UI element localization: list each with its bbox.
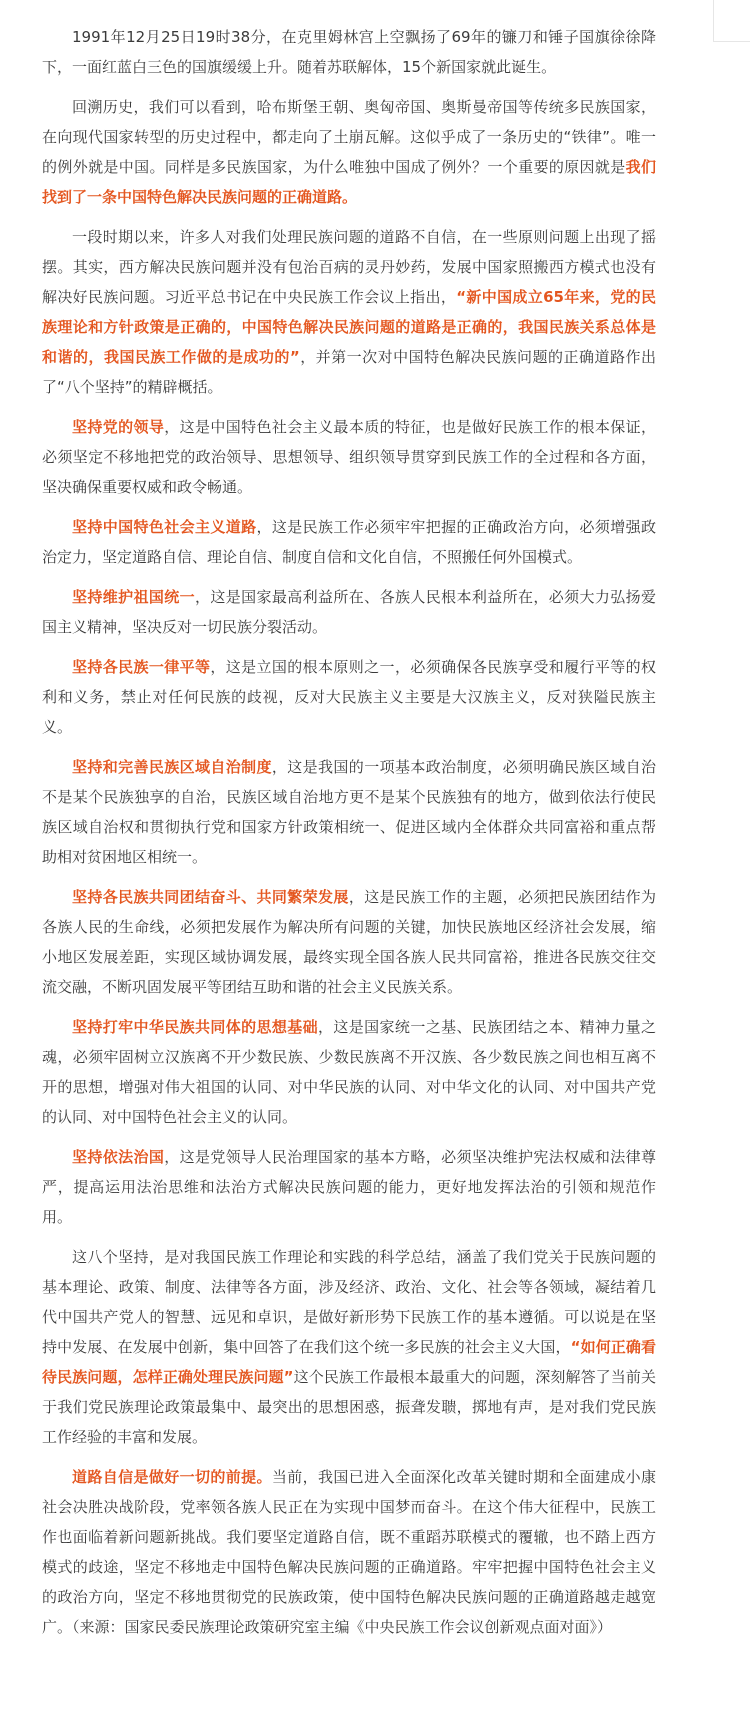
highlight-text: 坚持打牢中华民族共同体的思想基础	[72, 1018, 319, 1036]
paragraph	[42, 752, 656, 872]
paragraph	[42, 22, 656, 82]
body-text: ，这是我国的一项基本政治制度，必须明确民族区域自治不是某个民族独享的自治，民族区域自治地方更不是某个民族独有的地方，做到依法行使民族区域自治权和贯彻执行党和国家方针政策相统一、促进区域内全体群众共同富裕和重点帮助相对贫困地区相统一。	[42, 758, 656, 866]
paragraph	[42, 582, 656, 642]
highlight-text: “如何正确看待民族问题，怎样正确处理民族问题”	[42, 1338, 656, 1386]
paragraph	[42, 412, 656, 502]
article-body	[42, 22, 656, 1652]
highlight-text: 坚持中国特色社会主义道路	[72, 518, 257, 536]
body-text: 1991年12月25日19时38分，在克里姆林宫上空飘扬了69年的镰刀和锤子国旗徐徐降下，一面红蓝白三色的国旗缓缓上升。随着苏联解体，15个新国家就此诞生。	[42, 28, 656, 76]
highlight-text: 坚持依法治国	[72, 1148, 165, 1166]
body-text: ，这是国家最高利益所在、各族人民根本利益所在，必须大力弘扬爱国主义精神，坚决反对一切民族分裂活动。	[42, 588, 656, 636]
body-text: ，这是中国特色社会主义最本质的特征，也是做好民族工作的根本保证，必须坚定不移地把党的政治领导、思想领导、组织领导贯穿到民族工作的全过程和各方面，坚决确保重要权威和政令畅通。	[42, 418, 656, 496]
highlight-text: 坚持各民族一律平等	[72, 658, 211, 676]
highlight-text: 坚持党的领导	[72, 418, 165, 436]
paragraph	[42, 652, 656, 742]
highlight-text: 道路自信是做好一切的前提。	[72, 1468, 272, 1486]
body-text: 这八个坚持，是对我国民族工作理论和实践的科学总结，涵盖了我们党关于民族问题的基本理论、政策、制度、法律等各方面，涉及经济、政治、文化、社会等各领域，凝结着几代中国共产党人的智慧、远见和卓识，是做好新形势下民族工作的基本遵循。可以说是在坚持中发展、在发展中创新，集中回答了在我们这个统一多民族的社会主义大国，	[42, 1248, 656, 1356]
highlight-text: 坚持各民族共同团结奋斗、共同繁荣发展	[72, 888, 349, 906]
body-text: ，这是党领导人民治理国家的基本方略，必须坚决维护宪法权威和法律尊严，提高运用法治思维和法治方式解决民族问题的能力，更好地发挥法治的引领和规范作用。	[42, 1148, 656, 1226]
body-text: ，这是国家统一之基、民族团结之本、精神力量之魂，必须牢固树立汉族离不开少数民族、少数民族离不开汉族、各少数民族之间也相互离不开的思想，增强对伟大祖国的认同、对中华民族的认同、对中华文化的认同、对中国共产党的认同、对中国特色社会主义的认同。	[42, 1018, 656, 1126]
paragraph	[42, 1242, 656, 1452]
paragraph	[42, 1462, 656, 1642]
body-text: 这个民族工作最根本最重大的问题，深刻解答了当前关于我们党民族理论政策最集中、最突出的思想困惑，振聋发聩，掷地有声，是对我们党民族工作经验的丰富和发展。	[42, 1368, 656, 1446]
page-corner-frame	[713, 0, 750, 42]
highlight-text: 坚持维护祖国统一	[72, 588, 196, 606]
paragraph	[42, 1012, 656, 1132]
body-text: ，这是民族工作必须牢牢把握的正确政治方向，必须增强政治定力，坚定道路自信、理论自信、制度自信和文化自信，不照搬任何外国模式。	[42, 518, 656, 566]
paragraph	[42, 92, 656, 212]
highlight-text: “新中国成立65年来，党的民族理论和方针政策是正确的，中国特色解决民族问题的道路是正确的，我国民族关系总体是和谐的，我国民族工作做的是成功的”	[42, 288, 656, 366]
paragraph	[42, 512, 656, 572]
body-text: ，并第一次对中国特色解决民族问题的正确道路作出了“八个坚持”的精辟概括。	[42, 348, 656, 396]
paragraph	[42, 222, 656, 402]
highlight-text: 坚持和完善民族区域自治制度	[72, 758, 272, 776]
body-text: ，这是立国的根本原则之一，必须确保各民族享受和履行平等的权利和义务，禁止对任何民族的歧视，反对大民族主义主要是大汉族主义，反对狭隘民族主义。	[42, 658, 656, 736]
body-text: 一段时期以来，许多人对我们处理民族问题的道路不自信，在一些原则问题上出现了摇摆。其实，西方解决民族问题并没有包治百病的灵丹妙药，发展中国家照搬西方模式也没有解决好民族问题。习近平总书记在中央民族工作会议上指出，	[42, 228, 656, 306]
paragraph	[42, 882, 656, 1002]
body-text: 回溯历史，我们可以看到，哈布斯堡王朝、奥匈帝国、奥斯曼帝国等传统多民族国家，在向现代国家转型的历史过程中，都走向了土崩瓦解。这似乎成了一条历史的“铁律”。唯一的例外就是中国。同样是多民族国家，为什么唯独中国成了例外？一个重要的原因就是	[42, 98, 656, 176]
body-text: ，这是民族工作的主题，必须把民族团结作为各族人民的生命线，必须把发展作为解决所有问题的关键，加快民族地区经济社会发展，缩小地区发展差距，实现区域协调发展，最终实现全国各族人民共同富裕，推进各民族交往交流交融，不断巩固发展平等团结互助和谐的社会主义民族关系。	[42, 888, 656, 996]
highlight-text: 我们找到了一条中国特色解决民族问题的正确道路。	[42, 158, 656, 206]
paragraph	[42, 1142, 656, 1232]
body-text: 当前，我国已进入全面深化改革关键时期和全面建成小康社会决胜决战阶段，党率领各族人民正在为实现中国梦而奋斗。在这个伟大征程中，民族工作也面临着新问题新挑战。我们要坚定道路自信，既不重蹈苏联模式的覆辙，也不踏上西方模式的歧途，坚定不移地走中国特色解决民族问题的正确道路。牢牢把握中国特色社会主义的政治方向，坚定不移地贯彻党的民族政策，使中国特色解决民族问题的正确道路越走越宽广。（来源：国家民委民族理论政策研究室主编《中央民族工作会议创新观点面对面》）	[42, 1468, 656, 1636]
